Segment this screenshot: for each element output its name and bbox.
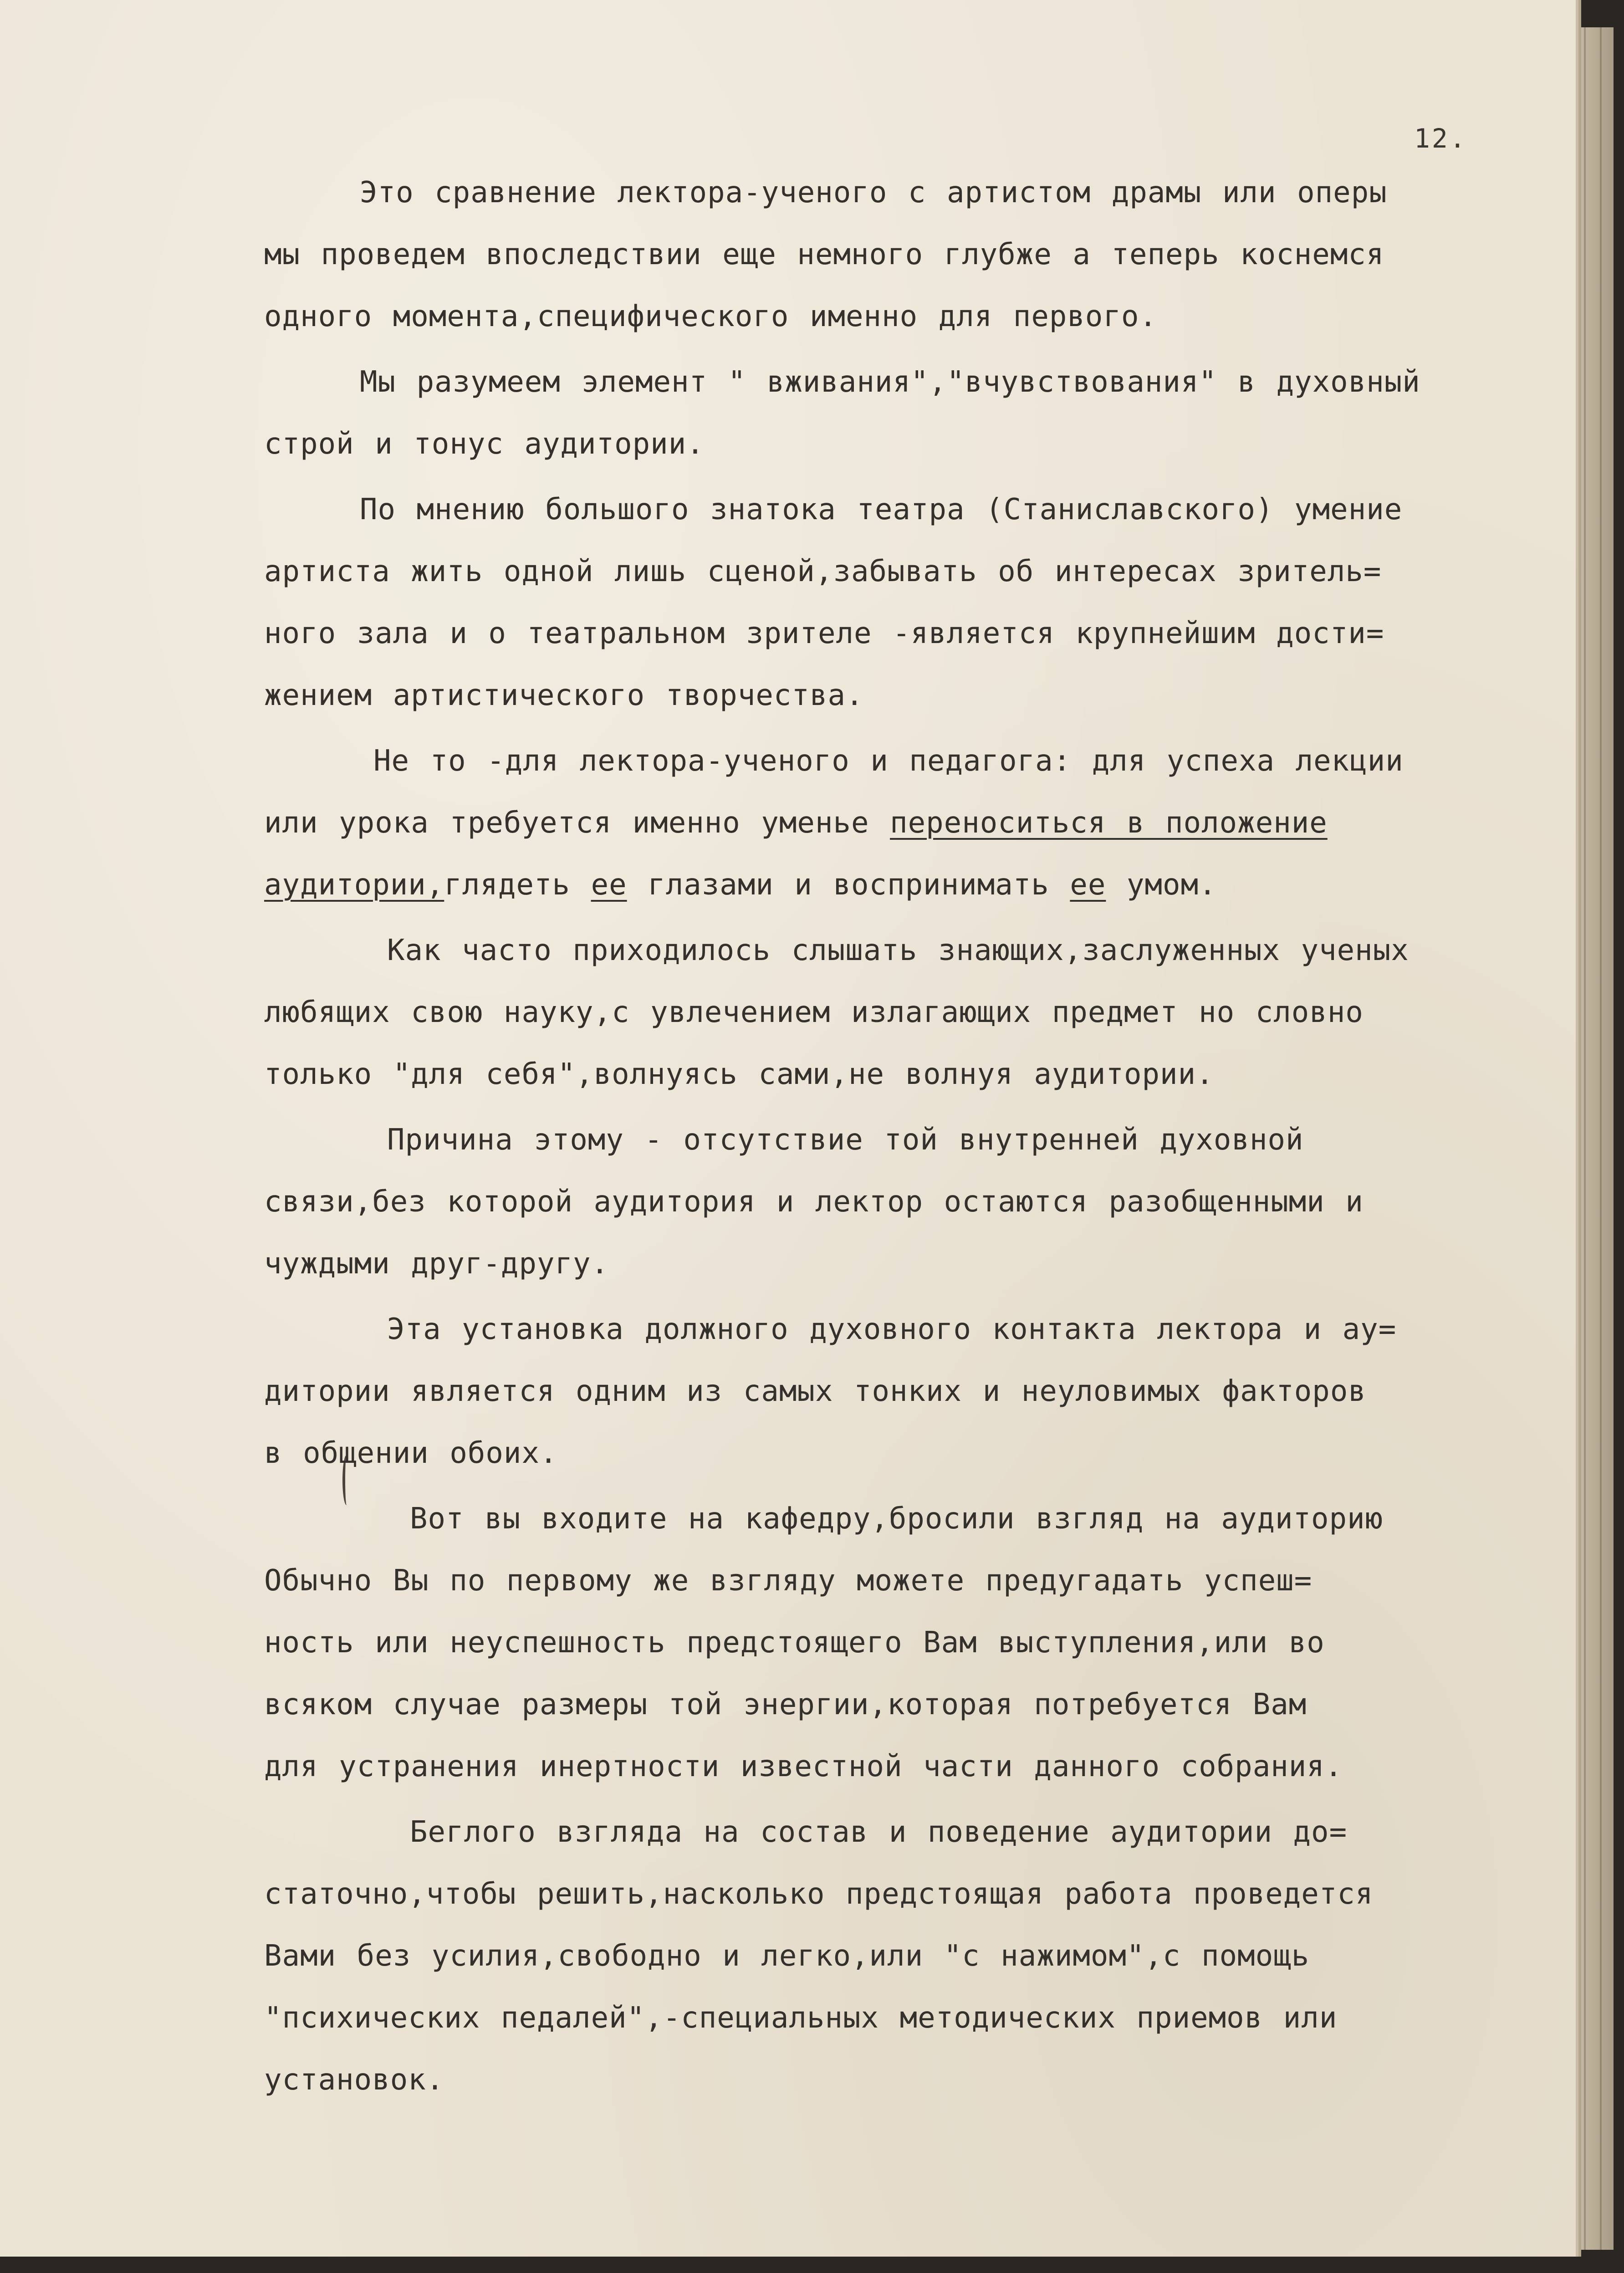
paragraph	[264, 1488, 1535, 1798]
text-line: Вот вы входите на кафедру,бросили взгляд на аудиторию	[410, 1502, 1384, 1536]
text-line: одного момента,специфического именно для первого.	[264, 300, 1158, 333]
text-line: только "для себя",волнуясь сами,не волнуя аудитории.	[264, 1057, 1214, 1091]
text-line	[264, 792, 1535, 854]
paragraph	[264, 479, 1535, 726]
text-line: любящих свою науку,с увлечением излагающих предмет но словно	[264, 996, 1364, 1029]
paragraph	[264, 1109, 1535, 1295]
underlined-text: ее	[1070, 868, 1106, 902]
paragraph	[264, 919, 1535, 1105]
text-run: умом.	[1106, 868, 1217, 902]
text-line: жением артистического творчества.	[264, 679, 864, 712]
text-line: Как часто приходилось слышать знающих,заслуженных ученых	[387, 934, 1409, 967]
body-text	[264, 162, 1535, 2115]
paragraph	[264, 351, 1535, 475]
text-line: дитории является одним из самых тонких и неуловимых факторов	[264, 1374, 1366, 1408]
text-line: мы проведем впоследствии еще немного глубже а теперь коснемся	[264, 238, 1384, 271]
text-line: всяком случае размеры той энергии,которая потребуется Вам	[264, 1688, 1307, 1721]
text-line: в общении обоих.	[264, 1436, 558, 1470]
text-line: По мнению большого знатока театра (Станиславского) умение	[360, 493, 1403, 526]
paragraph	[264, 1298, 1535, 1484]
text-line: Вами без усилия,свободно и легко,или "с нажимом",с помощь	[264, 1939, 1310, 1973]
text-run: глазами и воспринимать	[627, 868, 1070, 902]
text-line: связи,без которой аудитория и лектор остаются разобщенными и	[264, 1185, 1364, 1219]
text-run: или урока требуется именно уменье	[264, 806, 890, 840]
text-line: для устранения инертности известной части данного собрания.	[264, 1750, 1343, 1783]
text-line: чуждыми друг-другу.	[264, 1247, 609, 1281]
page-number: 12.	[1414, 123, 1467, 154]
text-line: строй и тонус аудитории.	[264, 427, 705, 461]
text-line: ность или неуспешность предстоящего Вам выступления,или во	[264, 1626, 1325, 1660]
paragraph	[264, 1801, 1535, 2111]
underlined-text: аудитории,	[264, 868, 444, 902]
text-line: ного зала и о театральном зрителе -является крупнейшим дости=	[264, 617, 1384, 650]
text-line: Беглого взгляда на состав и поведение аудитории до=	[410, 1815, 1348, 1849]
text-line: "психических педалей",-специальных методических приемов или	[264, 2001, 1338, 2035]
text-line: установок.	[264, 2063, 444, 2097]
underlined-text: ее	[591, 868, 627, 902]
text-line: Мы разумеем элемент " вживания","вчувствования" в духовный	[360, 365, 1420, 399]
text-line: артиста жить одной лишь сценой,забывать об интересах зритель=	[264, 555, 1382, 588]
text-line: Эта установка должного духовного контакта лектора и ау=	[387, 1313, 1397, 1346]
text-line: статочно,чтобы решить,насколько предстоящая работа проведется	[264, 1877, 1374, 1911]
text-run: глядеть	[444, 868, 591, 902]
underlined-text: переноситься в положение	[890, 806, 1328, 840]
paragraph	[264, 730, 1535, 916]
text-line: Причина этому - отсутствие той внутренней духовной	[387, 1123, 1304, 1157]
text-line: Не то -для лектора-ученого и педагога: для успеха лекции	[373, 744, 1404, 778]
text-line	[264, 854, 1535, 916]
text-line: Обычно Вы по первому же взгляду можете предугадать успеш=	[264, 1564, 1312, 1598]
paragraph	[264, 162, 1535, 347]
text-line: Это сравнение лектора-ученого с артистом драмы или оперы	[360, 176, 1387, 209]
